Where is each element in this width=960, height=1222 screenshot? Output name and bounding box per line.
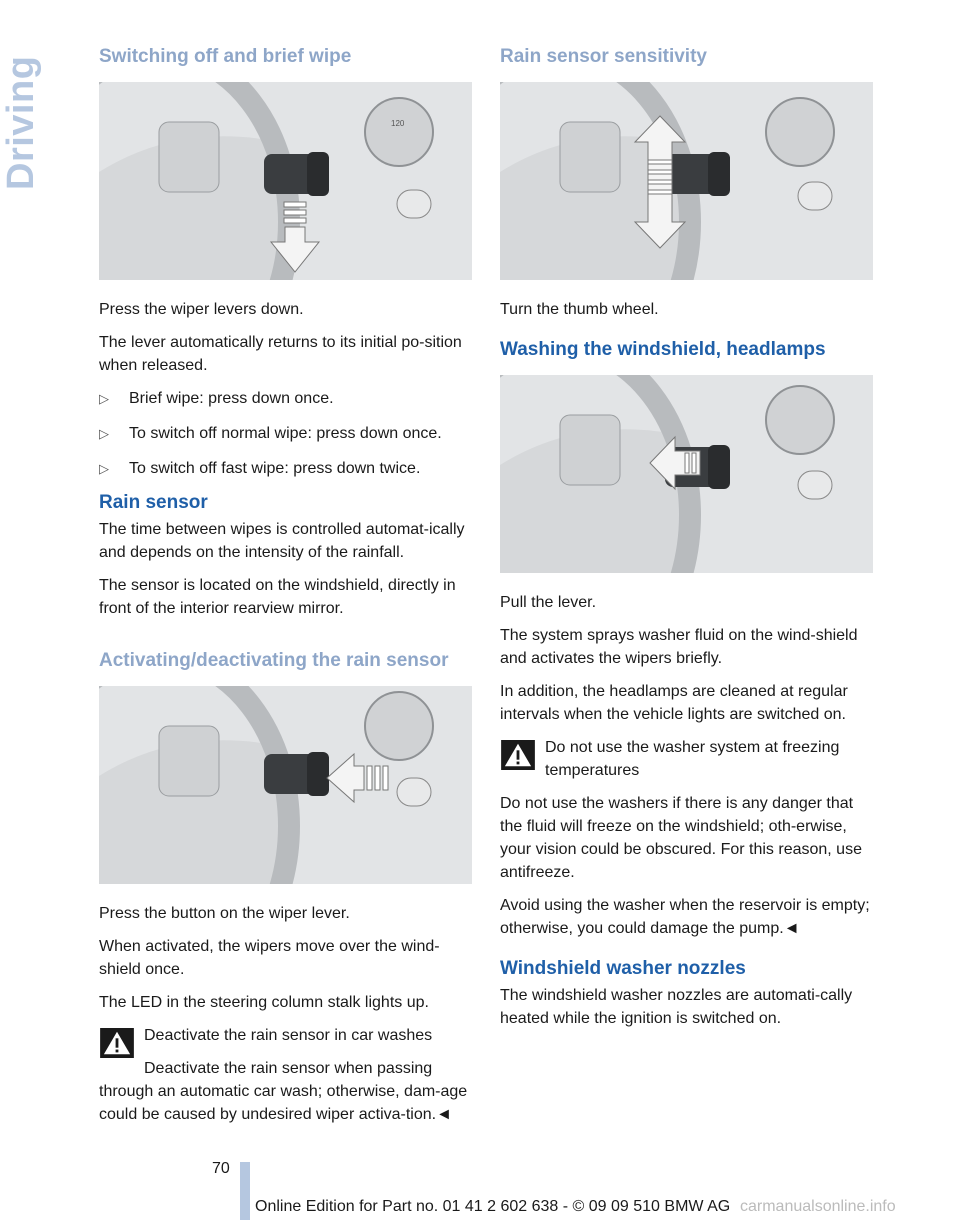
gauge-label: 120	[391, 119, 405, 128]
footer-bar	[240, 1162, 250, 1220]
warning-title: Deactivate the rain sensor in car washes	[144, 1027, 433, 1044]
warning-icon	[500, 740, 536, 770]
instruction-turn-wheel: Turn the thumb wheel.	[500, 301, 659, 318]
note-lever-returns: The lever automatically returns to its initial po-sition when released.	[99, 334, 462, 374]
triangle-bullet-icon: ▷	[99, 391, 109, 406]
triangle-bullet-icon: ▷	[99, 461, 109, 476]
heading-sensitivity: Rain sensor sensitivity	[500, 46, 707, 67]
note-freeze: Do not use the washers if there is any danger that the fluid will freeze on the windshield; oth-erwise, your vision could be obscured. For this reason, use antifreeze.	[500, 795, 862, 881]
page-number: 70	[212, 1160, 230, 1177]
note-sprays: The system sprays washer fluid on the wind-shield and activates the wipers briefly.	[500, 627, 858, 667]
chapter-tab	[0, 40, 60, 190]
note-headlamps: In addition, the headlamps are cleaned at regular intervals when the vehicle lights are switched on.	[500, 683, 848, 723]
rain-sensor-location: The sensor is located on the windshield, directly in front of the interior rearview mirror.	[99, 577, 456, 617]
chapter-title: Driving	[0, 55, 42, 190]
note-led: The LED in the steering column stalk lights up.	[99, 994, 429, 1011]
figure-pull-lever	[500, 375, 873, 573]
heading-washing: Washing the windshield, headlamps	[500, 339, 826, 360]
warning-icon	[99, 1028, 135, 1058]
note-reservoir: Avoid using the washer when the reservoir is empty; otherwise, you could damage the pump.◄	[500, 897, 870, 937]
right-column	[500, 40, 873, 1040]
instruction-press-down: Press the wiper levers down.	[99, 301, 304, 318]
instruction-pull-lever: Pull the lever.	[500, 594, 597, 611]
heading-activating-rain-sensor: Activating/deactivating the rain sensor	[99, 650, 449, 671]
heading-switching-off: Switching off and brief wipe	[99, 46, 352, 67]
warning-title: Do not use the washer system at freezing temperatures	[545, 739, 840, 779]
instruction-press-button: Press the button on the wiper lever.	[99, 905, 350, 922]
figure-brief-wipe	[99, 82, 472, 280]
warning-body: Deactivate the rain sensor when passing through an automatic car wash; otherwise, dam-age could be caused by undesired wiper activa-tion.◄	[99, 1060, 468, 1123]
note-wipers-move: When activated, the wipers move over the wind-shield once.	[99, 938, 440, 978]
note-nozzles: The windshield washer nozzles are automati-cally heated while the ignition is switched on.	[500, 987, 853, 1027]
triangle-bullet-icon: ▷	[99, 426, 109, 441]
list-item: ▷ Brief wipe: press down once.	[99, 387, 472, 410]
watermark: carmanualsonline.info	[740, 1198, 896, 1215]
figure-thumb-wheel	[500, 82, 873, 280]
rain-sensor-description: The time between wipes is controlled automat-ically and depends on the intensity of the rainfall.	[99, 521, 465, 561]
heading-washer-nozzles: Windshield washer nozzles	[500, 958, 746, 979]
edition-text: Online Edition for Part no. 01 41 2 602 638 - © 09 09 510 BMW AG	[255, 1198, 731, 1215]
list-item: ▷ To switch off normal wipe: press down once.	[99, 422, 472, 445]
wipe-options-list	[99, 387, 472, 480]
left-column	[99, 40, 472, 1136]
car-wash-warning	[99, 1024, 472, 1047]
heading-rain-sensor: Rain sensor	[99, 492, 208, 513]
list-item: ▷ To switch off fast wipe: press down twice.	[99, 457, 472, 480]
freezing-warning	[500, 736, 873, 782]
figure-rain-sensor-button	[99, 686, 472, 884]
